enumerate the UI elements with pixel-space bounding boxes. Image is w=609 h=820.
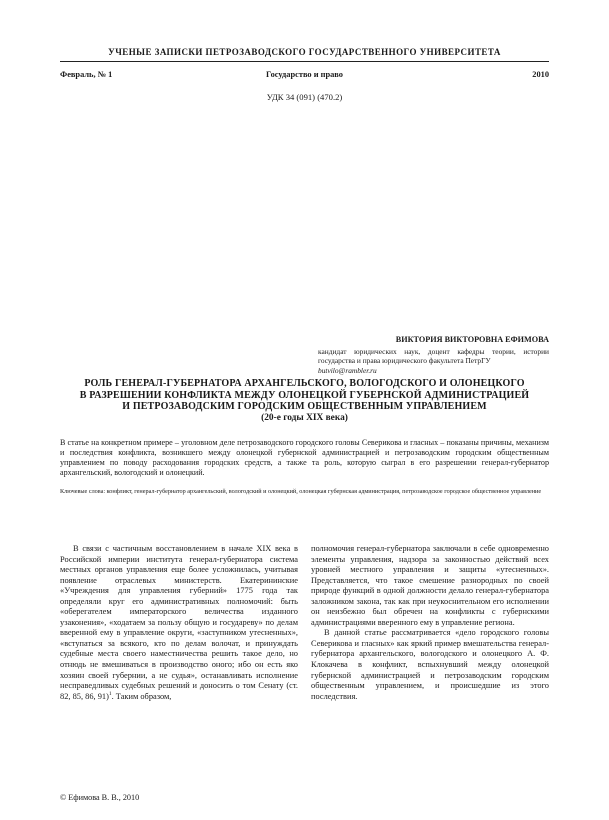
title-line-2: В РАЗРЕШЕНИИ КОНФЛИКТА МЕЖДУ ОЛОНЕЦКОЙ ГУБЕРНСКОЙ АДМИНИСТРАЦИЕЙ [79,389,530,401]
journal-title: УЧЕНЫЕ ЗАПИСКИ ПЕТРОЗАВОДСКОГО ГОСУДАРСТВЕННОГО УНИВЕРСИТЕТА [108,47,501,57]
paragraph: полномочия генерал-губернатора заключали в себе одновременно элементы управления, надзора за законностью действий всех уровней местного управления и защиты «утесненных». Представляется, что такое смешение разнородных по своей природе функций в одной должности делало генерал-губернатора заложником закона, так как при неукоснительном его исполнении он неизбежно был обречен на конфликты с губернскими администрациями вверенного ему в управление региона. [311,544,549,627]
udk-code: УДК 34 (091) (470.2) [266,92,343,102]
paragraph: В данной статье рассматривается «дело городского головы Северикова и гласных» как яркий пример вмешательства генерал-губернатора архангельского, вологодского и олонецкого А. Ф. Клокачева в конфликт, вспыхнувший между олонецкой губернской администрацией и петрозаводским городским общественным управлением, и происшедшие из этого последствия. [311,628,549,701]
article-title [60,378,549,424]
issue-year: 2010 [532,70,549,79]
author-name: ВИКТОРИЯ ВИКТОРОВНА ЕФИМОВА [395,335,549,344]
header-rule [60,61,549,62]
title-line-3: И ПЕТРОЗАВОДСКИМ ГОРОДСКИМ ОБЩЕСТВЕННЫМ УПРАВЛЕНИЕМ [122,401,487,413]
section-name: Государство и право [266,70,343,79]
paragraph-text: В связи с частичным восстановлением в начале XIX века в Российской империи института генерал-губернатора система местных органов управления еще более усложнилась, учитывая появление отраслевых министерств. Екатерининские «Учреждения для управления губерний» 1775 года так определяли круг его административных полномочий: быть «оберегателем императорского величества изданного узаконения», «ходатаем за пользу общую и государеву» по делам вверенной ему в управление округи, «заступником утесненных», «вступаться за всякого, кто по делам волочат, и принуждать судебные места своего наместничества решить такое дело, но отнюдь не вмешиваться в производство оного; ибо он есть яко хозяин своей губернии, а не судья», останавливать исполнение несправедливых судебных решений и доносить о том Сенату (ст. 82, 85, 86, 91) [60,544,298,701]
footnote-ref[interactable]: 1 [108,690,112,697]
author-email[interactable]: butvilo@rambler.ru [318,365,377,375]
issue-meta-row [60,70,549,82]
body-column-left [60,544,298,702]
issue-number: Февраль, № 1 [60,70,113,79]
author-block [318,335,549,375]
author-affiliation: кандидат юридических наук, доцент кафедры теории, истории государства и права юридического факультета ПетрГУ [318,346,549,366]
paragraph [60,544,298,702]
abstract: В статье на конкретном примере – уголовном деле петрозаводского городского головы Северикова и гласных – показаны причины, механизм и последствия конфликта, возникшего между олонецкой губернской администрацией и петрозаводским городским общественным управлением по поводу расходования городских средств, а также та роль, которую сыграл в его разрешении генерал-губернатор архангельский, вологодский и олонецкий. [60,438,549,478]
keywords: Ключевые слова: конфликт, генерал-губернатор архангельский, вологодский и олонецкий, олонецкая губернская администрация, петрозаводское городское общественное управление [60,488,542,495]
copyright: © Ефимова В. В., 2010 [60,793,140,802]
title-subtitle: (20-е годы XIX века) [261,412,348,423]
body-column-right [311,544,549,702]
title-line-1: РОЛЬ ГЕНЕРАЛ-ГУБЕРНАТОРА АРХАНГЕЛЬСКОГО, ВОЛОГОДСКОГО И ОЛОНЕЦКОГО [84,378,525,389]
paragraph-text-end: . Таким образом, [111,691,172,701]
